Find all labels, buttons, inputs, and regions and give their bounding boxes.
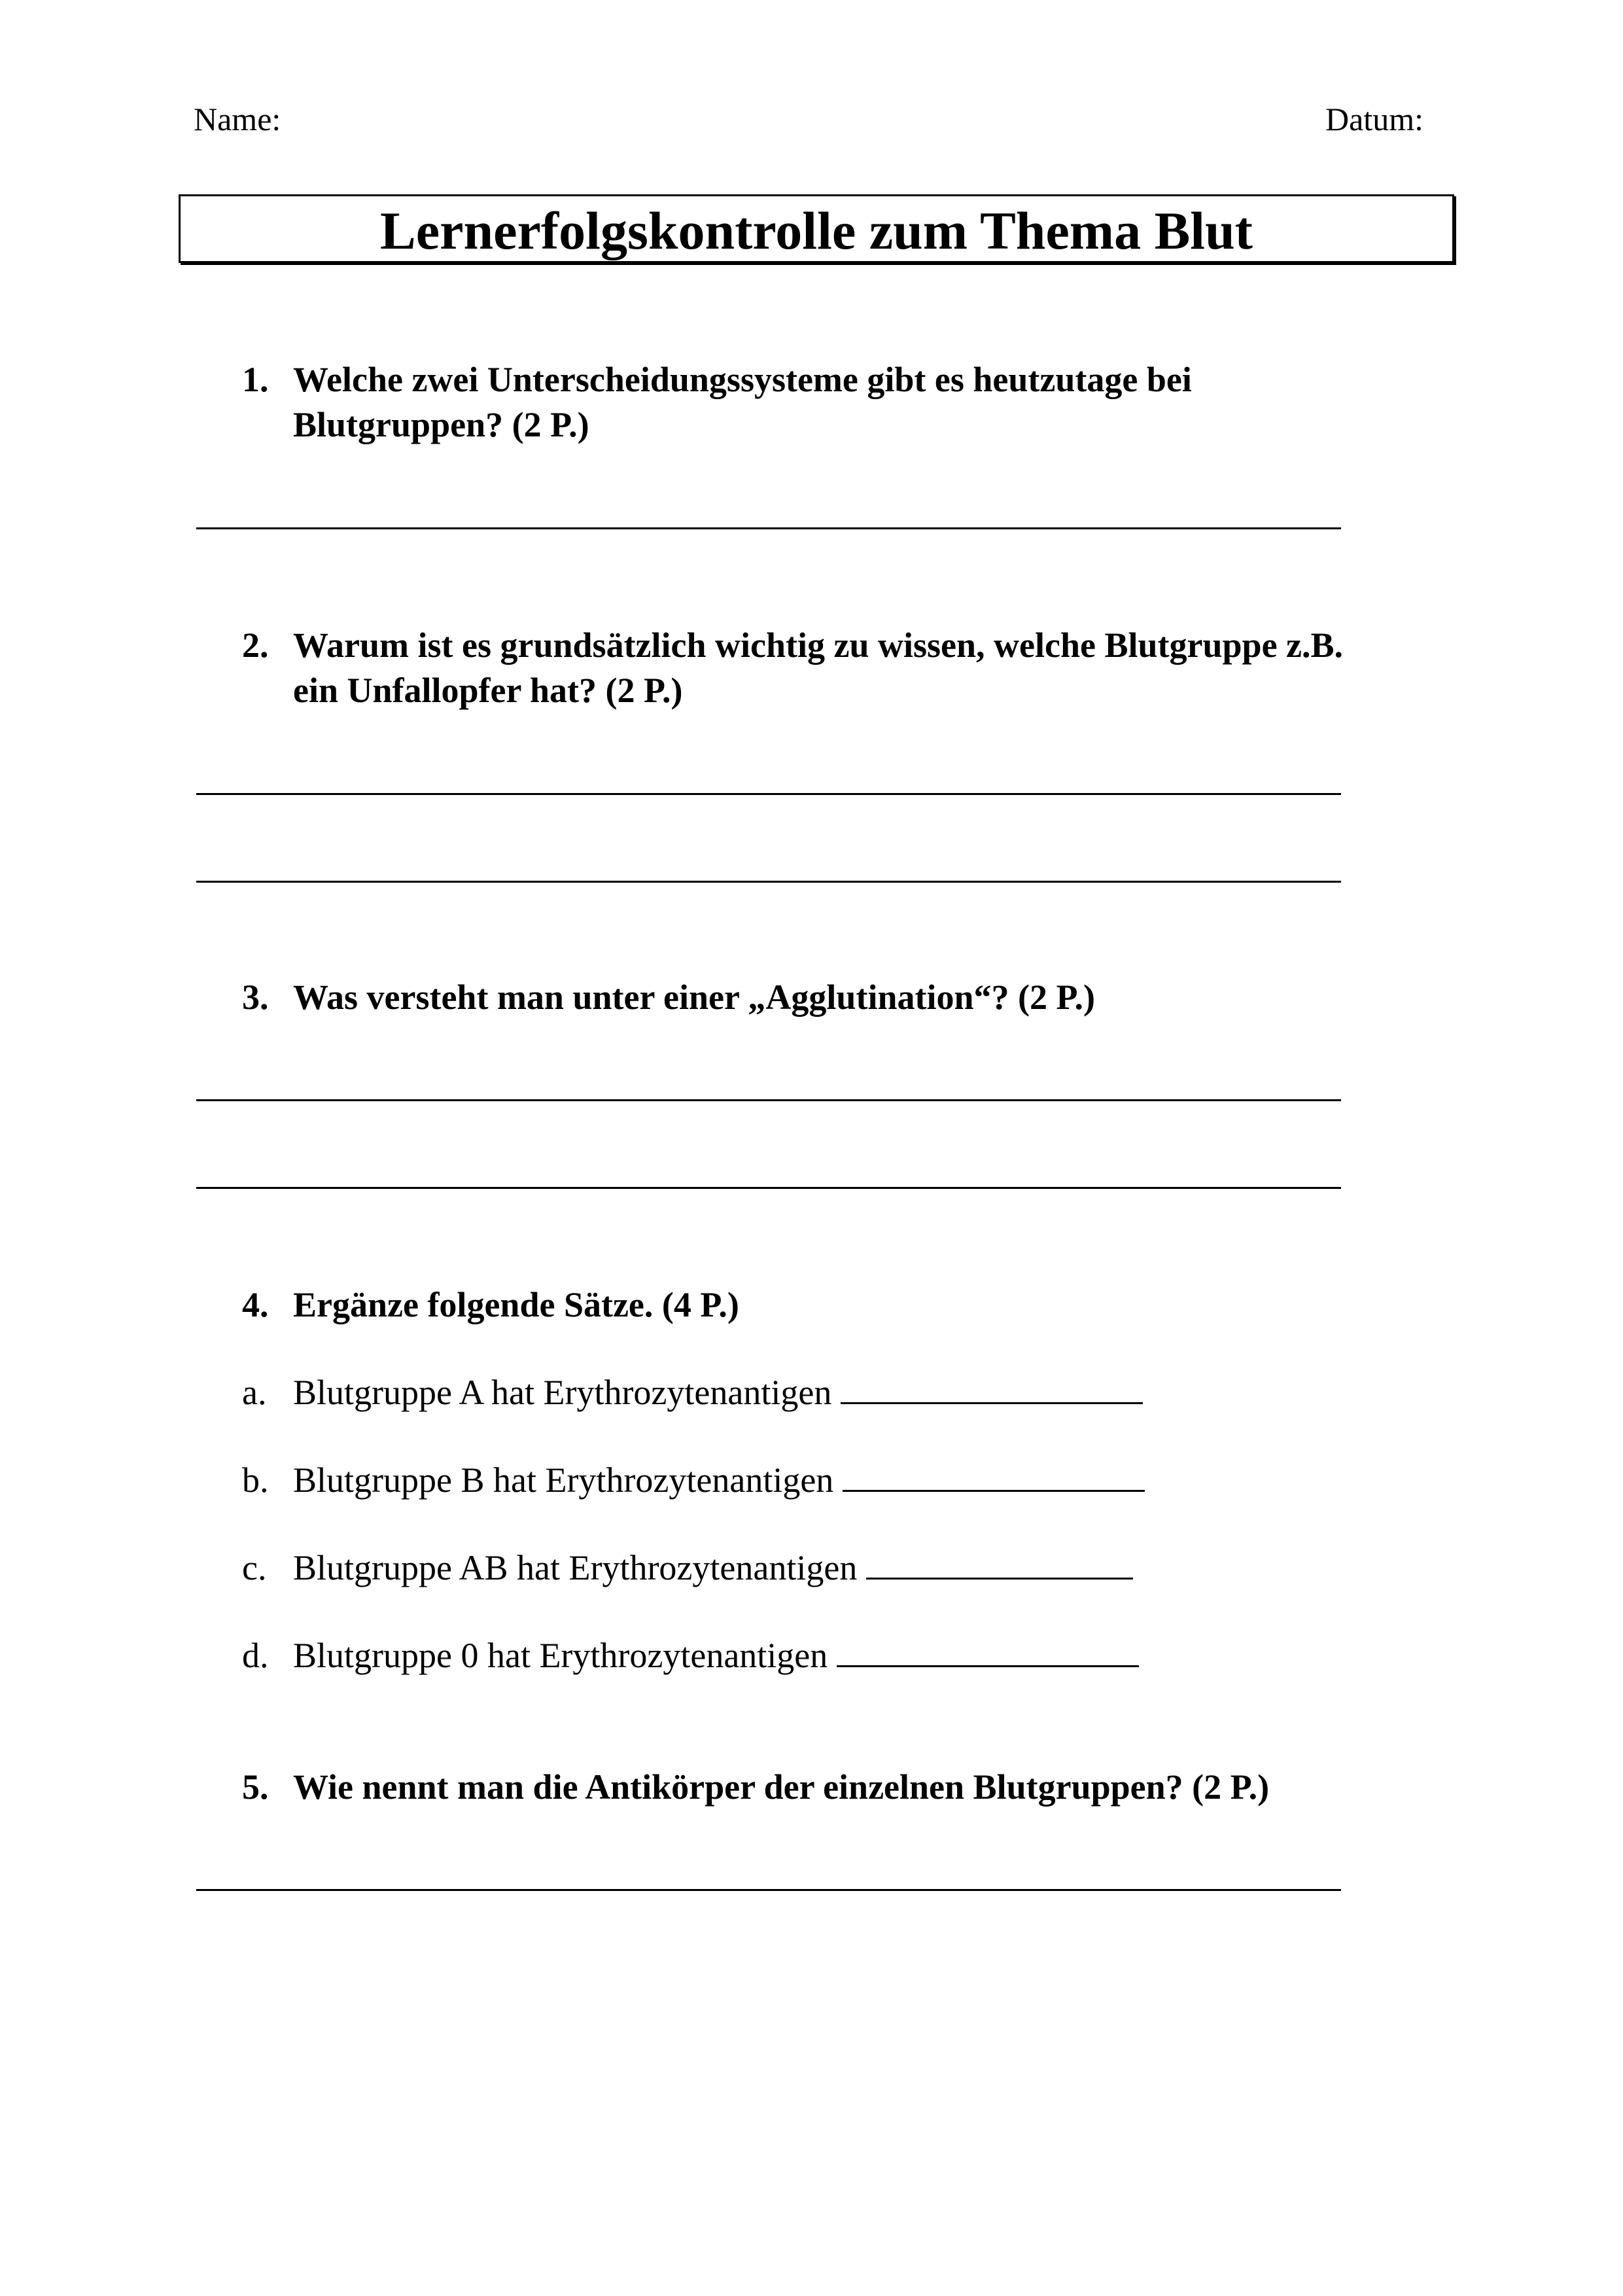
answer-line[interactable]: [196, 1889, 1341, 1891]
name-label: Name:: [194, 101, 281, 137]
fill-in-text: Blutgruppe B hat Erythrozytenantigen: [293, 1460, 834, 1500]
fill-in-blank[interactable]: [866, 1578, 1133, 1580]
title-box: [179, 194, 1454, 263]
page-title: Lernerfolgskontrolle zum Thema Blut: [380, 201, 1253, 260]
fill-in-blank[interactable]: [841, 1402, 1143, 1404]
question-number: 1.: [242, 360, 269, 399]
fill-in-letter: d.: [242, 1636, 269, 1675]
question-text: Blutgruppen? (2 P.): [293, 405, 589, 444]
fill-in-blank[interactable]: [837, 1665, 1139, 1667]
question-number: 2.: [242, 626, 269, 665]
question-number: 3.: [242, 978, 269, 1017]
fill-in-text: Blutgruppe 0 hat Erythrozytenantigen: [293, 1636, 828, 1675]
question-text: Ergänze folgende Sätze. (4 P.): [293, 1285, 739, 1324]
fill-in-letter: c.: [242, 1548, 267, 1587]
fill-in-blank[interactable]: [843, 1490, 1145, 1492]
answer-line[interactable]: [196, 793, 1341, 795]
question-text: Welche zwei Unterscheidungssysteme gibt es heutzutage bei: [293, 360, 1192, 399]
answer-line[interactable]: [196, 1099, 1341, 1101]
answer-line[interactable]: [196, 881, 1341, 883]
fill-in-letter: b.: [242, 1460, 269, 1500]
question-number: 4.: [242, 1285, 269, 1324]
question-text: Warum ist es grundsätzlich wichtig zu wissen, welche Blutgruppe z.B.: [293, 626, 1344, 665]
question-text: Was versteht man unter einer „Agglutination“? (2 P.): [293, 978, 1095, 1017]
fill-in-text: Blutgruppe A hat Erythrozytenantigen: [293, 1373, 832, 1412]
fill-in-letter: a.: [242, 1373, 267, 1412]
question-number: 5.: [242, 1767, 269, 1807]
question-text: Wie nennt man die Antikörper der einzelnen Blutgruppen? (2 P.): [293, 1767, 1270, 1807]
question-text: ein Unfallopfer hat? (2 P.): [293, 671, 683, 710]
fill-in-text: Blutgruppe AB hat Erythrozytenantigen: [293, 1548, 858, 1587]
answer-line[interactable]: [196, 1187, 1341, 1189]
answer-line[interactable]: [196, 527, 1341, 529]
date-label: Datum:: [1325, 101, 1423, 137]
